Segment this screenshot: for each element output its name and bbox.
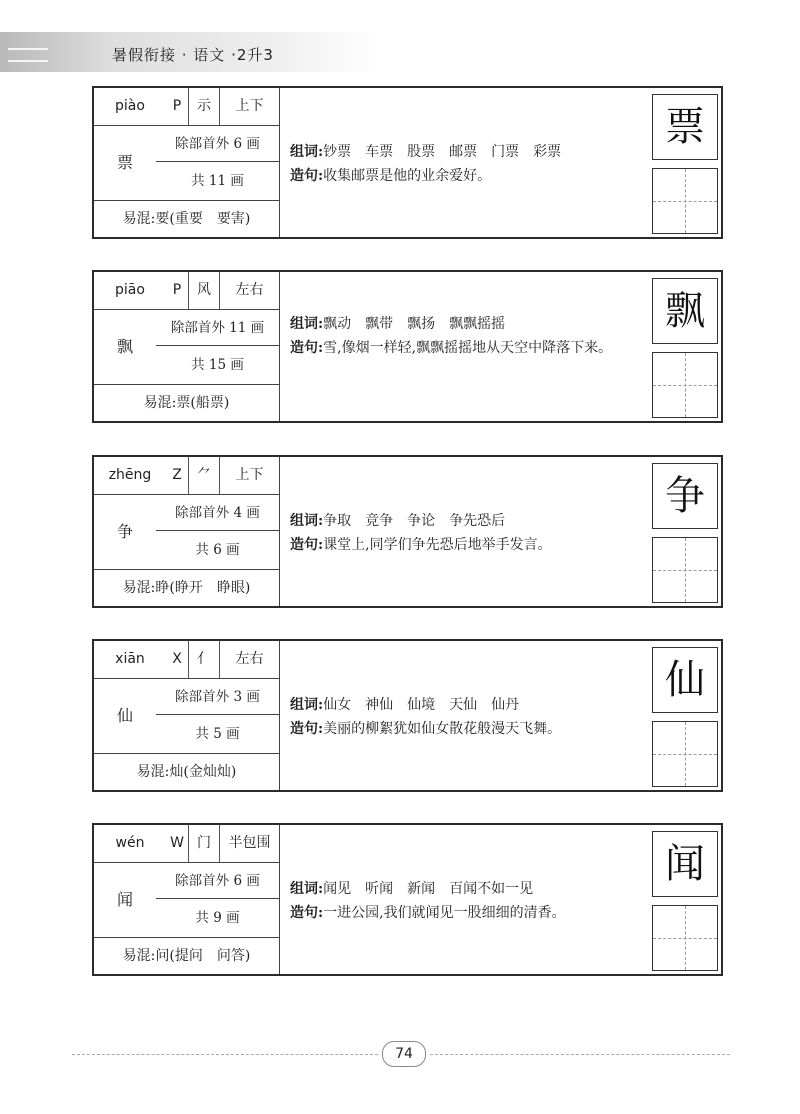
confusable-char: 易混:要(重要 要害) (94, 200, 279, 238)
practice-grid-box (652, 537, 718, 603)
character-model-box: 争 (652, 463, 718, 529)
sentence-line (290, 717, 650, 741)
sentence-line (290, 533, 650, 557)
usage-content (290, 312, 650, 360)
words-text: 仙女 神仙 仙境 天仙 仙丹 (323, 697, 520, 713)
character-model-box: 票 (652, 94, 718, 160)
confusable-char: 易混:灿(金灿灿) (94, 753, 279, 791)
words-label: 组词: (290, 697, 324, 713)
confusable-char: 易混:票(船票) (94, 384, 279, 422)
header-decoration (8, 48, 48, 62)
structure: 半包围 (228, 835, 271, 851)
confusable-char: 易混:睁(睁开 睁眼) (94, 569, 279, 607)
strokes-except-radical: 除部首外 11 画 (156, 310, 279, 346)
pinyin-row (94, 272, 279, 310)
pinyin: xiān (115, 651, 145, 667)
strokes-total: 共 6 画 (195, 542, 240, 558)
radical: 风 (189, 272, 220, 309)
practice-grid-box (652, 721, 718, 787)
initial-letter: P (166, 272, 189, 309)
character-card (92, 455, 723, 608)
initial-letter: Z (166, 457, 189, 494)
strokes-except-radical: 除部首外 6 画 (156, 863, 279, 899)
radical: 示 (189, 88, 220, 125)
pinyin-row (94, 88, 279, 126)
words-text: 钞票 车票 股票 邮票 门票 彩票 (323, 144, 562, 160)
words-line (290, 693, 650, 717)
character: 票 (116, 153, 133, 172)
pinyin: piào (115, 98, 145, 114)
sentence-text: 课堂上,同学们争先恐后地举手发言。 (323, 537, 552, 553)
words-label: 组词: (290, 513, 324, 529)
words-line (290, 509, 650, 533)
character-card (92, 86, 723, 239)
practice-grid-box (652, 168, 718, 234)
char-info-table (94, 272, 280, 421)
strokes-except-radical: 除部首外 6 画 (156, 126, 279, 162)
practice-grid-box (652, 352, 718, 418)
structure: 上下 (235, 467, 264, 483)
character: 飘 (116, 337, 133, 356)
words-label: 组词: (290, 144, 324, 160)
char-info-table (94, 641, 280, 790)
confusable-char: 易混:问(提问 问答) (94, 937, 279, 975)
character-card (92, 639, 723, 792)
strokes-except-radical: 除部首外 3 画 (156, 679, 279, 715)
radical: 门 (189, 825, 220, 862)
sentence-label: 造句: (290, 537, 324, 553)
usage-content (290, 140, 650, 188)
strokes-except-radical: 除部首外 4 画 (156, 495, 279, 531)
words-text: 闻见 听闻 新闻 百闻不如一见 (323, 881, 534, 897)
usage-content (290, 509, 650, 557)
sentence-line (290, 901, 650, 925)
words-line (290, 877, 650, 901)
character-card (92, 823, 723, 976)
initial-letter: X (166, 641, 189, 678)
char-info-table (94, 88, 280, 237)
character-model-box: 飘 (652, 278, 718, 344)
character: 争 (116, 522, 133, 541)
character-card (92, 270, 723, 423)
words-text: 飘动 飘带 飘扬 飘飘摇摇 (323, 316, 506, 332)
char-info-table (94, 825, 280, 974)
sentence-text: 收集邮票是他的业余爱好。 (323, 168, 492, 184)
sentence-text: 雪,像烟一样轻,飘飘摇摇地从天空中降落下来。 (323, 340, 613, 356)
sentence-label: 造句: (290, 721, 324, 737)
header-title: 暑假衔接 · 语文 ·2升3 (112, 46, 274, 64)
structure: 左右 (235, 282, 264, 298)
pinyin-row (94, 641, 279, 679)
sentence-label: 造句: (290, 168, 324, 184)
sentence-line (290, 336, 650, 360)
strokes-total: 共 9 画 (195, 910, 240, 926)
strokes-total: 共 15 画 (191, 357, 244, 373)
usage-content (290, 693, 650, 741)
sentence-text: 美丽的柳絮犹如仙女散花般漫天飞舞。 (323, 721, 562, 737)
character: 闻 (116, 890, 133, 909)
pinyin: piāo (115, 282, 145, 298)
sentence-text: 一进公园,我们就闻见一股细细的清香。 (323, 905, 566, 921)
pinyin-row (94, 457, 279, 495)
footer-divider-right (430, 1054, 730, 1055)
sentence-label: 造句: (290, 340, 324, 356)
character-model-box: 闻 (652, 831, 718, 897)
footer-divider-left (72, 1054, 378, 1055)
usage-content (290, 877, 650, 925)
sentence-line (290, 164, 650, 188)
page-number: 74 (382, 1041, 426, 1067)
words-label: 组词: (290, 316, 324, 332)
words-line (290, 312, 650, 336)
strokes-total: 共 11 画 (191, 173, 244, 189)
character: 仙 (116, 706, 133, 725)
radical: 亻 (189, 641, 220, 678)
char-info-table (94, 457, 280, 606)
sentence-label: 造句: (290, 905, 324, 921)
radical: ⺈ (189, 457, 220, 494)
initial-letter: W (166, 825, 189, 862)
words-line (290, 140, 650, 164)
initial-letter: P (166, 88, 189, 125)
strokes-total: 共 5 画 (195, 726, 240, 742)
character-model-box: 仙 (652, 647, 718, 713)
words-label: 组词: (290, 881, 324, 897)
pinyin-row (94, 825, 279, 863)
structure: 左右 (235, 651, 264, 667)
practice-grid-box (652, 905, 718, 971)
structure: 上下 (235, 98, 264, 114)
words-text: 争取 竞争 争论 争先恐后 (323, 513, 506, 529)
pinyin: zhēng (108, 467, 152, 483)
pinyin: wén (115, 835, 145, 851)
